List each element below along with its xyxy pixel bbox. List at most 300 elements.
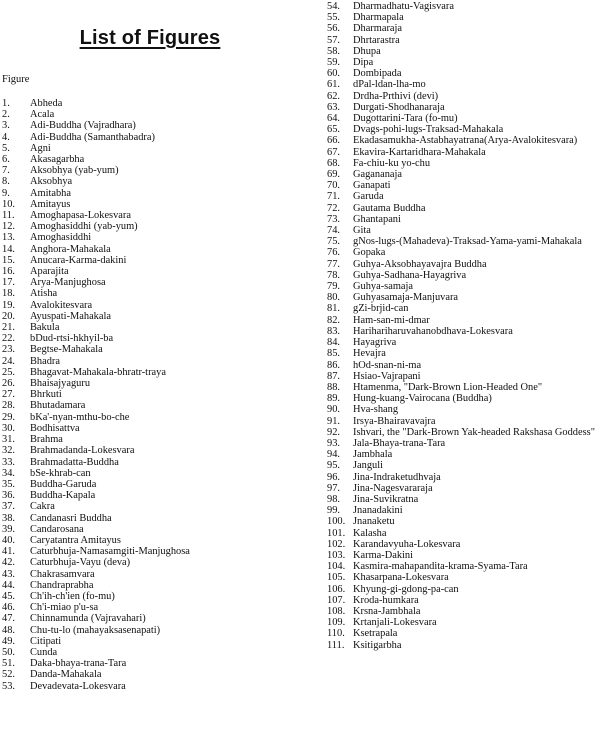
figure-entry <box>2 333 302 344</box>
figure-number: 91. <box>327 415 340 427</box>
figure-entry <box>327 35 600 46</box>
figure-number: 110. <box>327 628 345 640</box>
figure-entry <box>2 468 302 479</box>
figure-name: Fa-chiu-ku yo-chu <box>353 157 431 169</box>
figure-entry <box>327 91 600 102</box>
figure-entry <box>2 434 302 445</box>
figure-name: Atisha <box>30 288 58 300</box>
figure-name: Bodhisattva <box>30 422 80 434</box>
figure-entry <box>327 416 600 427</box>
figure-name: Janguli <box>353 460 384 472</box>
figure-number: 94. <box>327 449 340 461</box>
figure-name: Agni <box>30 142 51 154</box>
figure-number: 59. <box>327 57 340 69</box>
figure-name: Krtanjali-Lokesvara <box>353 617 437 629</box>
figure-number: 48. <box>2 624 15 636</box>
figure-number: 19. <box>2 299 15 311</box>
figure-number: 40. <box>2 534 15 546</box>
figure-name: Bhaisajyaguru <box>30 378 91 390</box>
figure-name: Amoghasiddhi (yab-yum) <box>30 221 138 233</box>
figure-list-left-column <box>2 98 302 692</box>
figure-entry <box>2 344 302 355</box>
figure-number: 70. <box>327 180 340 192</box>
figure-name: Dipa <box>353 57 374 69</box>
figure-name: Amoghasiddhi <box>30 232 92 244</box>
figure-name: Akasagarbha <box>30 154 85 166</box>
figure-name: Ham-san-mi-dmar <box>353 314 430 326</box>
figure-name: Amoghapasa-Lokesvara <box>30 210 131 222</box>
figure-entry <box>2 132 302 143</box>
figure-name: Bhrkuti <box>30 389 62 401</box>
figure-number: 99. <box>327 505 340 517</box>
figure-entry <box>2 120 302 131</box>
figure-name: Kasmira-mahapandita-krama-Syama-Tara <box>353 561 528 573</box>
figure-number: 77. <box>327 258 340 270</box>
figure-list-right-column <box>327 1 600 651</box>
figure-number: 106. <box>327 583 346 595</box>
figure-entry <box>327 23 600 34</box>
figure-number: 36. <box>2 490 15 502</box>
figure-name: Ayuspati-Mahakala <box>30 310 111 322</box>
figure-entry <box>327 516 600 527</box>
figure-number: 86. <box>327 359 340 371</box>
figure-number: 101. <box>327 527 346 539</box>
figure-number: 82. <box>327 314 340 326</box>
figure-entry <box>327 483 600 494</box>
figure-number: 16. <box>2 266 15 278</box>
figure-name: Cunda <box>30 646 58 658</box>
figure-number: 108. <box>327 605 346 617</box>
figure-number: 74. <box>327 225 340 237</box>
figure-name: Guhya-Sadhana-Hayagriva <box>353 269 467 281</box>
figure-entry <box>2 277 302 288</box>
figure-name: Hevajra <box>353 348 386 360</box>
figure-number: 71. <box>327 191 340 203</box>
figure-number: 104. <box>327 561 346 573</box>
figure-entry <box>2 188 302 199</box>
figure-name: Avalokitesvara <box>30 299 93 311</box>
figure-entry <box>327 393 600 404</box>
figure-number: 28. <box>2 400 15 412</box>
figure-name: Ch'ih-ch'ien (fo-mu) <box>30 590 115 602</box>
figure-name: Dharmaraja <box>353 23 403 35</box>
figure-entry <box>2 569 302 580</box>
figure-number: 58. <box>327 45 340 57</box>
figure-entry <box>2 546 302 557</box>
figure-entry <box>2 300 302 311</box>
figure-entry <box>327 113 600 124</box>
figure-entry <box>2 501 302 512</box>
figure-number: 107. <box>327 594 346 606</box>
figure-name: Karma-Dakini <box>353 549 414 561</box>
figure-entry <box>327 572 600 583</box>
figure-name: Ksetrapala <box>353 628 398 640</box>
figure-name: Dhupa <box>353 45 381 57</box>
figure-number: 31. <box>2 434 15 446</box>
figure-entry <box>327 595 600 606</box>
figure-number: 12. <box>2 221 15 233</box>
page-title: List of Figures <box>79 27 221 49</box>
figure-number: 24. <box>2 355 15 367</box>
figure-number: 10. <box>2 198 15 210</box>
figure-number: 39. <box>2 523 15 535</box>
figure-number: 75. <box>327 236 340 248</box>
figure-number: 21. <box>2 322 15 334</box>
figure-entry <box>327 449 600 460</box>
figure-name: Jnanaketu <box>353 516 395 528</box>
figure-entry <box>2 288 302 299</box>
figure-entry <box>2 322 302 333</box>
figure-number: 83. <box>327 325 340 337</box>
figure-number: 84. <box>327 337 340 349</box>
figure-number: 92. <box>327 426 340 438</box>
figure-number: 63. <box>327 101 340 113</box>
figure-number: 90. <box>327 404 340 416</box>
figure-number: 64. <box>327 113 340 125</box>
figure-name: Krsna-Jambhala <box>353 605 421 617</box>
figure-entry <box>2 244 302 255</box>
figure-name: Ganapati <box>353 180 391 192</box>
figure-number: 102. <box>327 538 346 550</box>
figure-number: 111. <box>327 639 345 651</box>
figure-entry <box>2 356 302 367</box>
figure-entry <box>2 602 302 613</box>
figure-number: 79. <box>327 281 340 293</box>
figure-number: 53. <box>2 680 15 692</box>
figure-number: 49. <box>2 635 15 647</box>
figure-entry <box>2 165 302 176</box>
figure-name: Kalasha <box>353 527 387 539</box>
figure-entry <box>2 412 302 423</box>
column-heading-figure: Figure <box>2 74 30 85</box>
figure-number: 35. <box>2 478 15 490</box>
figure-entry <box>2 221 302 232</box>
figure-entry <box>327 292 600 303</box>
figure-entry <box>327 371 600 382</box>
figure-name: dPal-ldan-lha-mo <box>353 79 426 91</box>
figure-number: 9. <box>2 187 10 199</box>
figure-number: 15. <box>2 254 15 266</box>
figure-name: Brahma <box>30 434 63 446</box>
figure-number: 41. <box>2 546 15 558</box>
figure-entry <box>2 647 302 658</box>
figure-name: Aparajita <box>30 266 69 278</box>
figure-name: Garuda <box>353 191 384 203</box>
figure-entry <box>327 135 600 146</box>
figure-name: Ksitigarbha <box>353 639 402 651</box>
figure-entry <box>327 427 600 438</box>
figure-number: 72. <box>327 202 340 214</box>
figure-name: Caryatantra Amitayus <box>30 534 121 546</box>
figure-number: 109. <box>327 617 346 629</box>
figure-number: 4. <box>2 131 10 143</box>
figure-number: 25. <box>2 366 15 378</box>
figure-number: 8. <box>2 176 10 188</box>
figure-entry <box>327 270 600 281</box>
figure-name: Abheda <box>30 98 63 109</box>
figure-number: 1. <box>2 98 10 109</box>
figure-entry <box>2 154 302 165</box>
figure-number: 32. <box>2 445 15 457</box>
figure-number: 29. <box>2 411 15 423</box>
figure-entry <box>2 378 302 389</box>
figure-number: 105. <box>327 572 346 584</box>
figure-entry <box>2 535 302 546</box>
figure-entry <box>327 382 600 393</box>
figure-entry <box>2 266 302 277</box>
figure-name: Acala <box>30 109 55 121</box>
figure-name: Dhrtarastra <box>353 34 400 46</box>
figure-name: Jina-Nagesvararaja <box>353 482 433 494</box>
figure-entry <box>327 617 600 628</box>
figure-entry <box>327 259 600 270</box>
figure-name: Cakra <box>30 501 55 513</box>
figure-entry <box>327 281 600 292</box>
figure-number: 43. <box>2 568 15 580</box>
figure-number: 96. <box>327 471 340 483</box>
figure-name: Citipati <box>30 635 62 647</box>
figure-entry <box>2 557 302 568</box>
figure-name: Harihariharuvahanobdhava-Lokesvara <box>353 325 513 337</box>
figure-entry <box>2 400 302 411</box>
figure-number: 23. <box>2 344 15 356</box>
figure-entry <box>327 360 600 371</box>
figure-number: 103. <box>327 549 346 561</box>
figure-name: Khasarpana-Lokesvara <box>353 572 449 584</box>
figure-name: Adi-Buddha (Samanthabadra) <box>30 131 155 143</box>
figure-entry <box>2 479 302 490</box>
figure-entry <box>2 232 302 243</box>
figure-number: 57. <box>327 34 340 46</box>
figure-number: 18. <box>2 288 15 300</box>
figure-entry <box>327 460 600 471</box>
figure-number: 46. <box>2 602 15 614</box>
figure-number: 87. <box>327 370 340 382</box>
figure-number: 33. <box>2 456 15 468</box>
figure-number: 89. <box>327 393 340 405</box>
figure-number: 20. <box>2 310 15 322</box>
figure-entry <box>2 210 302 221</box>
figure-number: 95. <box>327 460 340 472</box>
figure-entry <box>327 1 600 12</box>
figure-entry <box>2 591 302 602</box>
figure-name: Hva-shang <box>353 404 399 416</box>
figure-entry <box>327 628 600 639</box>
figure-name: Adi-Buddha (Vajradhara) <box>30 120 136 132</box>
figure-name: Buddha-Garuda <box>30 478 97 490</box>
figure-entry <box>2 389 302 400</box>
figure-entry <box>2 143 302 154</box>
figure-entry <box>2 625 302 636</box>
figure-number: 56. <box>327 23 340 35</box>
figure-name: Dugottarini-Tara (fo-mu) <box>353 113 458 125</box>
figure-name: Buddha-Kapala <box>30 490 96 502</box>
figure-number: 60. <box>327 68 340 80</box>
figure-name: Devadevata-Lokesvara <box>30 680 126 692</box>
figure-entry <box>327 225 600 236</box>
figure-entry <box>327 315 600 326</box>
figure-number: 7. <box>2 165 10 177</box>
figure-number: 17. <box>2 277 15 289</box>
figure-entry <box>2 658 302 669</box>
figure-name: Bakula <box>30 322 60 334</box>
figure-name: Gagananaja <box>353 169 403 181</box>
figure-entry <box>327 191 600 202</box>
figure-name: Brahmadanda-Lokesvara <box>30 445 135 457</box>
figure-entry <box>327 337 600 348</box>
figure-number: 14. <box>2 243 15 255</box>
figure-number: 100. <box>327 516 346 528</box>
figure-name: Dombipada <box>353 68 402 80</box>
figure-entry <box>2 636 302 647</box>
figure-name: Karandavyuha-Lokesvara <box>353 538 461 550</box>
figure-name: bKa'-nyan-mthu-bo-che <box>30 411 130 423</box>
figure-name: Jnanadakini <box>353 505 403 517</box>
figure-number: 27. <box>2 389 15 401</box>
figure-name: Hayagriva <box>353 337 397 349</box>
figure-entry <box>327 203 600 214</box>
figure-entry <box>2 311 302 322</box>
figure-entry <box>2 255 302 266</box>
figure-entry <box>327 584 600 595</box>
figure-number: 30. <box>2 422 15 434</box>
figure-number: 65. <box>327 124 340 136</box>
figure-name: Drdha-Prthivi (devi) <box>353 90 439 102</box>
figure-number: 6. <box>2 154 10 166</box>
figure-number: 66. <box>327 135 340 147</box>
figure-name: Amitabha <box>30 187 71 199</box>
figure-entry <box>327 528 600 539</box>
figure-entry <box>327 214 600 225</box>
figure-name: Jala-Bhaya-trana-Tara <box>353 437 446 449</box>
figure-entry <box>327 326 600 337</box>
figure-name: gNos-lugs-(Mahadeva)-Traksad-Yama-yami-Mahakala <box>353 236 582 248</box>
figure-entry <box>327 247 600 258</box>
figure-entry <box>2 423 302 434</box>
figure-name: Aksobhya <box>30 176 73 188</box>
figure-number: 78. <box>327 269 340 281</box>
figure-name: Ghantapani <box>353 213 401 225</box>
figure-name: Guhya-Aksobhayavajra Buddha <box>353 258 487 270</box>
figure-number: 37. <box>2 501 15 513</box>
figure-name: Candarosana <box>30 523 84 535</box>
figure-name: Chakrasamvara <box>30 568 95 580</box>
figure-entry <box>327 180 600 191</box>
figure-number: 61. <box>327 79 340 91</box>
figure-name: Ch'i-miao p'u-sa <box>30 602 99 614</box>
figure-name: Htamenma, "Dark-Brown Lion-Headed One" <box>353 381 543 393</box>
figure-number: 45. <box>2 590 15 602</box>
figure-number: 93. <box>327 437 340 449</box>
figure-entry <box>327 158 600 169</box>
figure-number: 11. <box>2 210 15 222</box>
figure-name: Ishvari, the "Dark-Brown Yak-headed Rakshasa Goddess" <box>353 426 595 438</box>
figure-number: 67. <box>327 146 340 158</box>
figure-entry <box>2 681 302 692</box>
figure-entry <box>327 348 600 359</box>
figure-entry <box>2 513 302 524</box>
figure-entry <box>2 367 302 378</box>
figure-number: 13. <box>2 232 15 244</box>
figure-number: 62. <box>327 90 340 102</box>
figure-entry <box>327 438 600 449</box>
figure-name: Brahmadatta-Buddha <box>30 456 119 468</box>
figure-name: Kroda-humkara <box>353 594 419 606</box>
figure-entry <box>327 102 600 113</box>
figure-entry <box>327 147 600 158</box>
figure-name: Ekadasamukha-Astabhayatrana(Arya-Avalokitesvara) <box>353 135 578 147</box>
figure-entry <box>327 68 600 79</box>
figure-entry <box>2 490 302 501</box>
figure-number: 76. <box>327 247 340 259</box>
figure-name: Dvags-pohi-lugs-Traksad-Mahakala <box>353 124 504 136</box>
figure-entry <box>2 457 302 468</box>
figure-entry <box>327 12 600 23</box>
figure-number: 97. <box>327 482 340 494</box>
figure-name: Gautama Buddha <box>353 202 426 214</box>
figure-number: 55. <box>327 12 340 24</box>
figure-number: 69. <box>327 169 340 181</box>
figure-entry <box>2 109 302 120</box>
figure-number: 22. <box>2 333 15 345</box>
figure-entry <box>327 124 600 135</box>
figure-name: Chandraprabha <box>30 579 94 591</box>
figure-number: 85. <box>327 348 340 360</box>
figure-name: Khyung-gi-gdong-pa-can <box>353 583 459 595</box>
figure-entry <box>2 199 302 210</box>
figure-entry <box>327 640 600 651</box>
figure-entry <box>327 79 600 90</box>
figure-name: Begtse-Mahakala <box>30 344 103 356</box>
figure-name: Hung-kuang-Vairocana (Buddha) <box>353 393 492 405</box>
figure-entry <box>327 494 600 505</box>
figure-number: 50. <box>2 646 15 658</box>
figure-name: Jambhala <box>353 449 393 461</box>
figure-name: Chinnamunda (Vajravahari) <box>30 613 146 625</box>
figure-name: Bhutadamara <box>30 400 86 412</box>
figure-name: Anghora-Mahakala <box>30 243 111 255</box>
figure-name: Aksobhya (yab-yum) <box>30 165 119 177</box>
figure-entry <box>327 539 600 550</box>
figure-entry <box>327 472 600 483</box>
figure-name: Anucara-Karma-dakini <box>30 254 127 266</box>
figure-number: 47. <box>2 613 15 625</box>
figure-number: 38. <box>2 512 15 524</box>
figure-name: Guhyasamaja-Manjuvara <box>353 292 459 304</box>
figure-entry <box>2 445 302 456</box>
figure-name: gZi-brjid-can <box>353 303 409 315</box>
figure-name: hOd-snan-ni-ma <box>353 359 422 371</box>
figure-entry <box>327 561 600 572</box>
figure-name: Caturbhuja-Namasamgiti-Manjughosa <box>30 546 190 558</box>
figure-name: Amitayus <box>30 198 71 210</box>
figure-name: Bhadra <box>30 355 61 367</box>
figure-number: 98. <box>327 493 340 505</box>
figure-name: Candanasri Buddha <box>30 512 112 524</box>
figure-name: Bhagavat-Mahakala-bhratr-traya <box>30 366 166 378</box>
figure-entry <box>327 606 600 617</box>
figure-number: 2. <box>2 109 10 121</box>
figure-number: 54. <box>327 1 340 12</box>
figure-entry <box>2 669 302 680</box>
figure-name: Daka-bhaya-trana-Tara <box>30 658 127 670</box>
figure-name: Dharmadhatu-Vagisvara <box>353 1 454 12</box>
figure-number: 3. <box>2 120 10 132</box>
figure-entry <box>327 169 600 180</box>
figure-entry <box>327 57 600 68</box>
figure-name: Dharmapala <box>353 12 404 24</box>
figure-name: Durgati-Shodhanaraja <box>353 101 445 113</box>
